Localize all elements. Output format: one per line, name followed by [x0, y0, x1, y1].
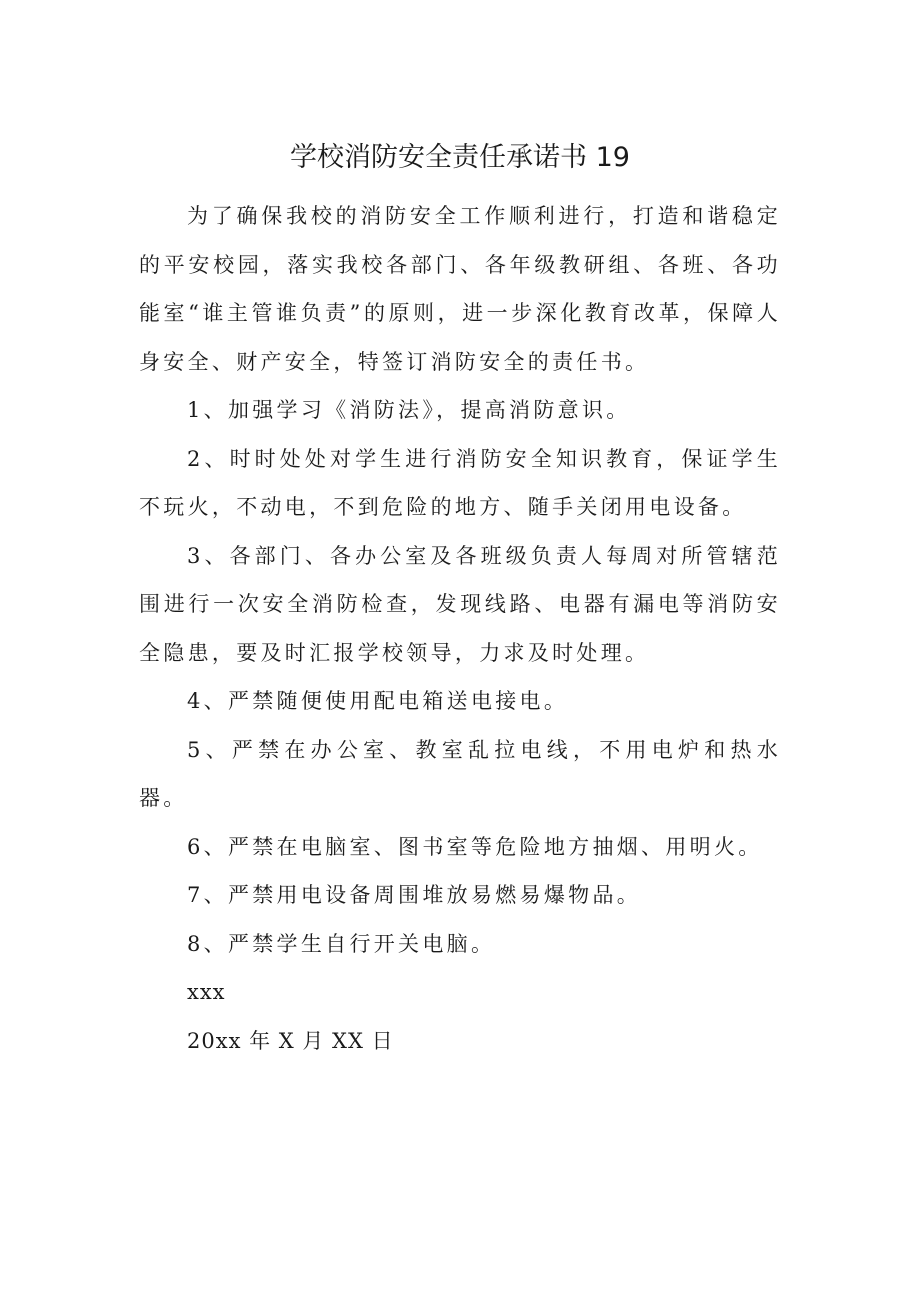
item-7: 7、严禁用电设备周围堆放易燃易爆物品。 — [187, 883, 642, 907]
document-body — [139, 192, 781, 1065]
signature: xxx — [187, 980, 226, 1004]
item-3: 3、各部门、各办公室及各班级负责人每周对所管辖范围进行一次安全消防检查，发现线路、电器有漏电等消防安全隐患，要及时汇报学校领导，力求及时处理。 — [139, 543, 781, 665]
item-2: 2、时时处处对学生进行消防安全知识教育，保证学生不玩火，不动电，不到危险的地方、随手关闭用电设备。 — [139, 446, 781, 519]
item-4: 4、严禁随便使用配电箱送电接电。 — [187, 689, 569, 713]
date-line: 20xx 年 X 月 XX 日 — [187, 1028, 394, 1053]
item-1: 1、加强学习《消防法》，提高消防意识。 — [187, 398, 631, 422]
item-8: 8、严禁学生自行开关电脑。 — [187, 931, 496, 956]
document-title: 学校消防安全责任承诺书 19 — [290, 142, 630, 173]
intro-paragraph: 为了确保我校的消防安全工作顺利进行，打造和谐稳定的平安校园，落实我校各部门、各年级教研组、各班、各功能室“谁主管谁负责”的原则，进一步深化教育改革，保障人身安全、财产安全，特签订消防安全的责任书。 — [139, 204, 781, 374]
item-6: 6、严禁在电脑室、图书室等危险地方抽烟、用明火。 — [187, 834, 763, 859]
item-5: 5、严禁在办公室、教室乱拉电线，不用电炉和热水器。 — [139, 737, 781, 810]
